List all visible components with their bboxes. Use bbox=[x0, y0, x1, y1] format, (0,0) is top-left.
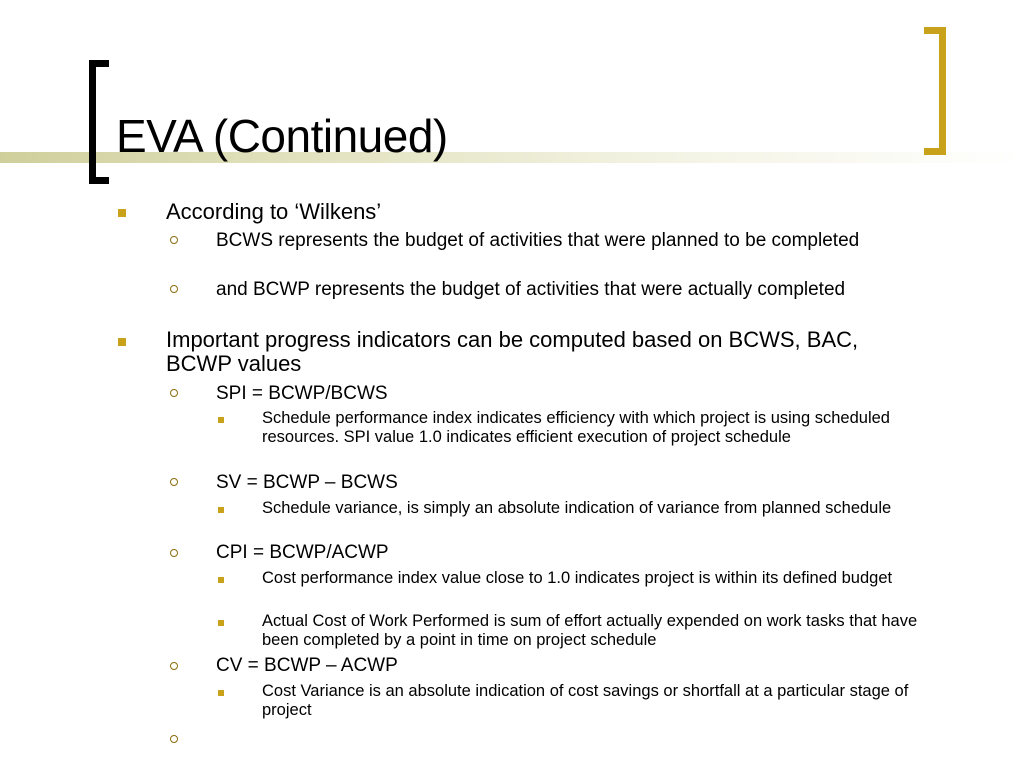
small-square-bullet-icon bbox=[218, 507, 224, 513]
bullet-level-2-text: CV = BCWP – ACWP bbox=[216, 655, 398, 676]
bullet-level-1-text: Important progress indicators can be computed based on BCWS, BAC, BCWP values bbox=[166, 327, 859, 376]
bullet-level-2-text: and BCWP represents the budget of activities that were actually completed bbox=[216, 279, 846, 300]
bullet-level-3-text: Schedule variance, is simply an absolute indication of variance from planned schedule bbox=[262, 499, 892, 517]
small-square-bullet-icon bbox=[218, 690, 224, 696]
bullet-level-2-text: SPI = BCWP/BCWS bbox=[216, 383, 388, 404]
bullet-level-3-text: Actual Cost of Work Performed is sum of effort actually expended on work tasks that have been completed by a point in time on project schedule bbox=[262, 612, 918, 649]
bullet-level-3-text: Schedule performance index indicates efficiency with which project is using scheduled resources. SPI value 1.0 indicates efficient execution of project schedule bbox=[262, 409, 890, 446]
bullet-level-3-text: Cost Variance is an absolute indication of cost savings or shortfall at a particular stage of project bbox=[262, 682, 909, 719]
small-square-bullet-icon bbox=[218, 577, 224, 583]
bullet-level-3-text: Cost performance index value close to 1.0 indicates project is within its defined budget bbox=[262, 569, 893, 587]
small-square-bullet-icon bbox=[218, 620, 224, 626]
bullet-level-1-text: According to ‘Wilkens’ bbox=[166, 199, 382, 224]
slide-title: EVA (Continued) bbox=[116, 110, 448, 162]
square-bullet-icon bbox=[118, 338, 126, 346]
ring-bullet-icon bbox=[170, 285, 178, 293]
bullet-level-2-text: BCWS represents the budget of activities that were planned to be completed bbox=[216, 230, 860, 251]
ring-bullet-icon bbox=[170, 236, 178, 244]
square-bullet-icon bbox=[118, 209, 126, 217]
ring-bullet-icon bbox=[170, 662, 178, 670]
ring-bullet-icon bbox=[170, 735, 178, 743]
small-square-bullet-icon bbox=[218, 417, 224, 423]
bullet-level-2-text: SV = BCWP – BCWS bbox=[216, 472, 398, 493]
ring-bullet-icon bbox=[170, 549, 178, 557]
ring-bullet-icon bbox=[170, 389, 178, 397]
ring-bullet-icon bbox=[170, 478, 178, 486]
bullet-level-2-text: CPI = BCWP/ACWP bbox=[216, 542, 389, 563]
